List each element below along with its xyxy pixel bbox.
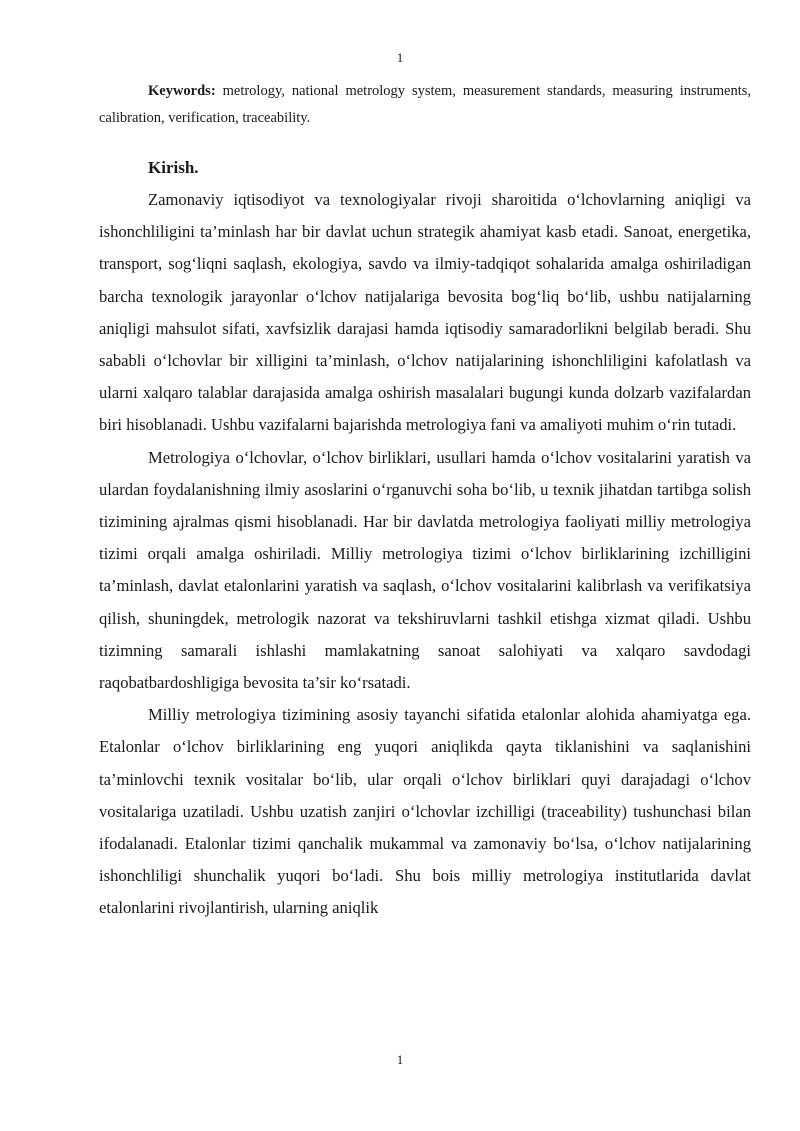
paragraph-2: Metrologiya o‘lchovlar, o‘lchov birliklari, usullari hamda o‘lchov vositalarini yaratish va ulardan foydalanishning ilmiy asoslarini o‘rganuvchi soha bo‘lib, u texnik jihatdan tartibga solish tizimining ajralmas qismi hisoblanadi. Har bir davlatda metrologiya faoliyati milliy metrologiya tizimi orqali amalga oshiriladi. Milliy metrologiya tizimi o‘lchov birliklarining izchilligini ta’minlash, davlat etalonlarini yaratish va saqlash, o‘lchov vositalarini kalibrlash va verifikatsiya qilish, shuningdek, metrologik nazorat va tekshiruvlarni tashkil etishga xizmat qiladi. Ushbu tizimning samarali ishlashi mamlakatning sanoat salohiyati va xalqaro savdodagi raqobatbardoshligiga bevosita ta’sir ko‘rsatadi. bbox=[99, 447, 751, 693]
page-number-footer: 1 bbox=[396, 1052, 404, 1067]
paragraph-3: Milliy metrologiya tizimining asosiy tayanchi sifatida etalonlar alohida ahamiyatga ega. Etalonlar o‘lchov birliklarining eng yuqori aniqlikda qayta tiklanishini va saqlanishini ta’minlovchi texnik vositalar bo‘lib, ular orqali o‘lchov birliklari quyi darajadagi o‘lchov vositalariga uzatiladi. Ushbu uzatish zanjiri o‘lchovlar izchilligi (traceability) tushunchasi bilan ifodalanadi. Etalonlar tizimi qanchalik mukammal va zamonaviy bo‘lsa, o‘lchov natijalarining ishonchliligi shunchalik yuqori bo‘ladi. Shu bois milliy metrologiya institutlarida davlat etalonlarini rivojlantirish, ularning aniqlik bbox=[99, 705, 751, 918]
keywords-label: Keywords: bbox=[148, 83, 216, 99]
paragraph-1: Zamonaviy iqtisodiyot va texnologiyalar rivoji sharoitida o‘lchovlarning aniqligi va ishonchliligini ta’minlash har bir davlat uchun strategik ahamiyat kasb etadi. Sanoat, energetika, transport, sog‘liqni saqlash, ekologiya, savdo va ilmiy-tadqiqot sohalarida amalga oshiriladigan barcha texnologik jarayonlar o‘lchov natijalariga bevosita bog‘liq bo‘lib, ushbu natijalarning aniqligi mahsulot sifati, xavfsizlik darajasi hamda iqtisodiy samaradorlikni belgilab beradi. Shu sababli o‘lchovlar bir xilligini ta’minlash, o‘lchov natijalarining ishonchliligini kafolatlash va ularni xalqaro talablar darajasida amalga oshirish masalalari bugungi kunda dolzarb vazifalardan biri hisoblanadi. Ushbu vazifalarni bajarishda metrologiya fani va amaliyoti muhim o‘rin tutadi. bbox=[99, 190, 751, 435]
keywords-paragraph bbox=[99, 78, 751, 132]
section-title: Kirish. bbox=[148, 158, 199, 177]
page-number-header: 1 bbox=[396, 50, 404, 65]
document-body bbox=[99, 78, 751, 925]
keywords-text: metrology, national metrology system, measurement standards, measuring instruments, calibration, verification, traceability. bbox=[99, 83, 751, 126]
